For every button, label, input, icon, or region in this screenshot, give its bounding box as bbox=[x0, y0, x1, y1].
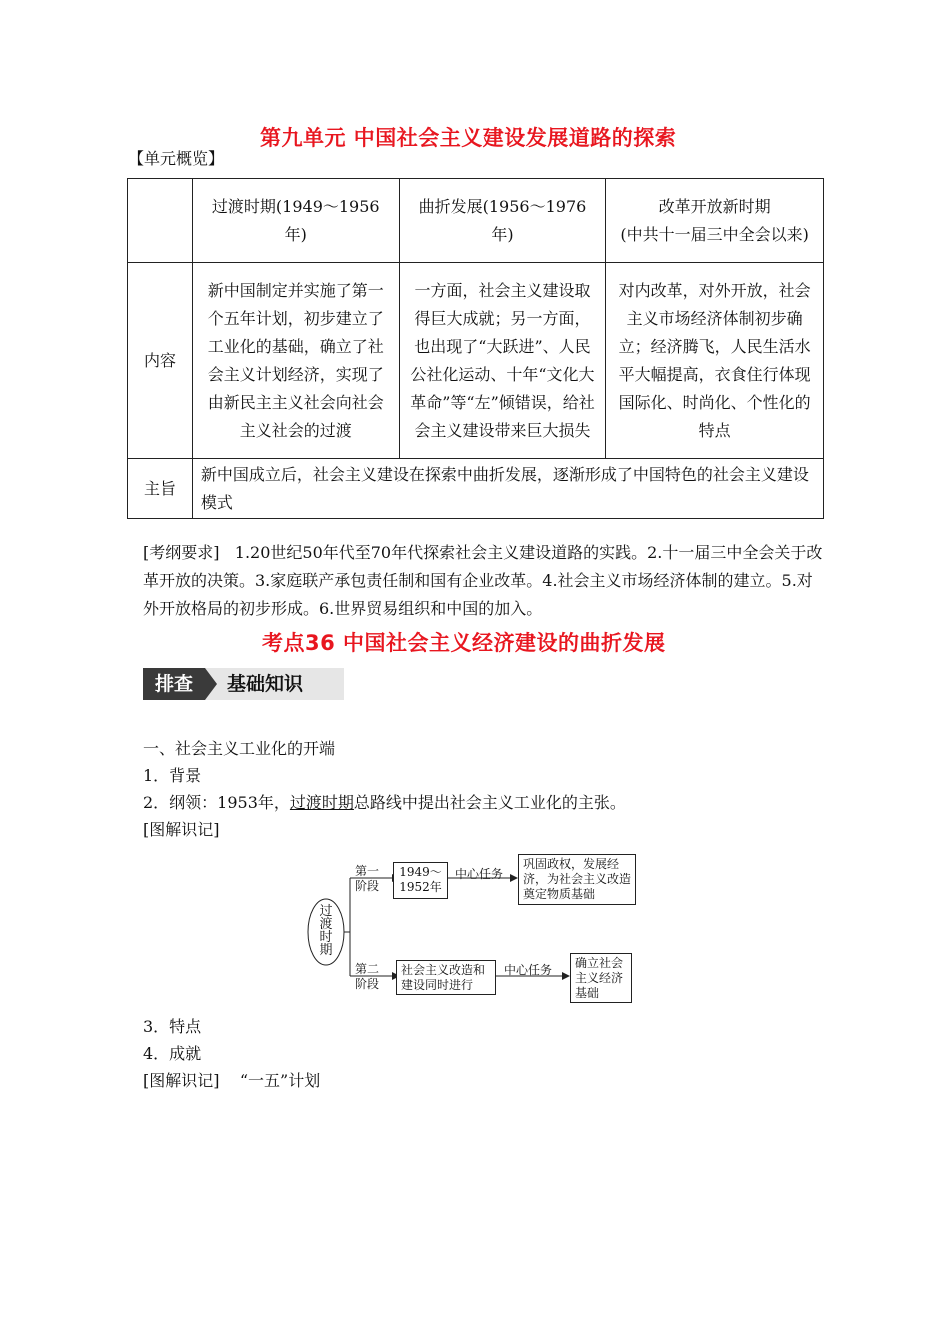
table-header-row bbox=[128, 179, 824, 263]
stage2-period-box: 社会主义改造和建设同时进行 bbox=[396, 960, 496, 995]
item-program bbox=[143, 789, 626, 817]
item-achievements: 4．成就 bbox=[143, 1044, 202, 1063]
stage1-task-label: 中心任务 bbox=[455, 867, 504, 881]
stage1-period-box: 1949～ 1952年 bbox=[393, 862, 448, 899]
cell-transition-content: 新中国制定并实施了第一个五年计划，初步建立了工业化的基础，确立了社会主义计划经济，实现了由新民主主义社会向社会主义社会的过渡 bbox=[192, 263, 399, 459]
stage2-task-label: 中心任务 bbox=[504, 963, 553, 977]
diagram-label-2 bbox=[143, 1067, 320, 1095]
item-background: 1．背景 bbox=[143, 766, 202, 785]
point-title: 考点36 中国社会主义经济建设的曲折发展 bbox=[262, 631, 666, 655]
table-header-empty bbox=[128, 179, 193, 263]
diagram-label-2-text: [图解识记] bbox=[143, 1071, 220, 1090]
item-program-underlined: 过渡时期 bbox=[289, 793, 354, 812]
banner-dark-label: 排查 bbox=[143, 668, 205, 700]
row-label-theme: 主旨 bbox=[128, 459, 193, 519]
item-program-suffix: 总路线中提出社会主义工业化的主张。 bbox=[353, 793, 626, 812]
unit-title: 第九单元 中国社会主义建设发展道路的探索 bbox=[260, 126, 677, 150]
row-label-content: 内容 bbox=[128, 263, 193, 459]
item-characteristics: 3．特点 bbox=[143, 1017, 202, 1036]
overview-label: 【单元概览】 bbox=[128, 149, 225, 168]
first-five-year-plan: “一五”计划 bbox=[239, 1071, 321, 1090]
exam-req-text: 1.20世纪50年代至70年代探索社会主义建设道路的实践。2.十一届三中全会关于改革开放的决策。3.家庭联产承包责任制和国有企业改革。4.社会主义市场经济体制的建立。5.对外开放格局的初步形成。6.世界贸易组织和中国的加入。 bbox=[143, 543, 823, 618]
cell-reform-content: 对内改革，对外开放，社会主义市场经济体制初步确立；经济腾飞，人民生活水平大幅提高，衣食住行体现国际化、时尚化、个性化的特点 bbox=[606, 263, 824, 459]
table-header-transition: 过渡时期(1949～1956年) bbox=[192, 179, 399, 263]
transition-period-diagram bbox=[300, 850, 640, 1010]
banner-light-label: 基础知识 bbox=[227, 673, 304, 695]
table-header-reform: 改革开放新时期 (中共十一届三中全会以来) bbox=[606, 179, 824, 263]
unit-overview-table bbox=[127, 178, 824, 519]
table-header-tortuous: 曲折发展(1956～1976年) bbox=[399, 179, 606, 263]
stage2-label: 第二 阶段 bbox=[355, 962, 380, 991]
cell-tortuous-content: 一方面，社会主义建设取得巨大成就；另一方面，也出现了“大跃进”、人民公社化运动、十年“文化大革命”等“左”倾错误，给社会主义建设带来巨大损失 bbox=[399, 263, 606, 459]
diagram-label-1: [图解识记] bbox=[143, 820, 220, 839]
stage2-result-box: 确立社会主义经济基础 bbox=[570, 953, 632, 1003]
section-banner bbox=[143, 668, 344, 700]
exam-req-label: [考纲要求] bbox=[143, 543, 220, 562]
stage1-label: 第一 阶段 bbox=[355, 864, 380, 893]
diagram-oval-text: 过渡时期 bbox=[319, 904, 333, 958]
stage1-result-box: 巩固政权，发展经济，为社会主义改造奠定物质基础 bbox=[518, 854, 636, 905]
table-row-content bbox=[128, 263, 824, 459]
item-program-prefix: 2．纲领：1953年， bbox=[143, 793, 290, 812]
table-row-theme bbox=[128, 459, 824, 519]
exam-requirements bbox=[143, 539, 825, 623]
section-heading-1: 一、社会主义工业化的开端 bbox=[143, 739, 336, 758]
cell-theme: 新中国成立后，社会主义建设在探索中曲折发展，逐渐形成了中国特色的社会主义建设模式 bbox=[192, 459, 823, 519]
banner-arrow bbox=[205, 668, 217, 700]
